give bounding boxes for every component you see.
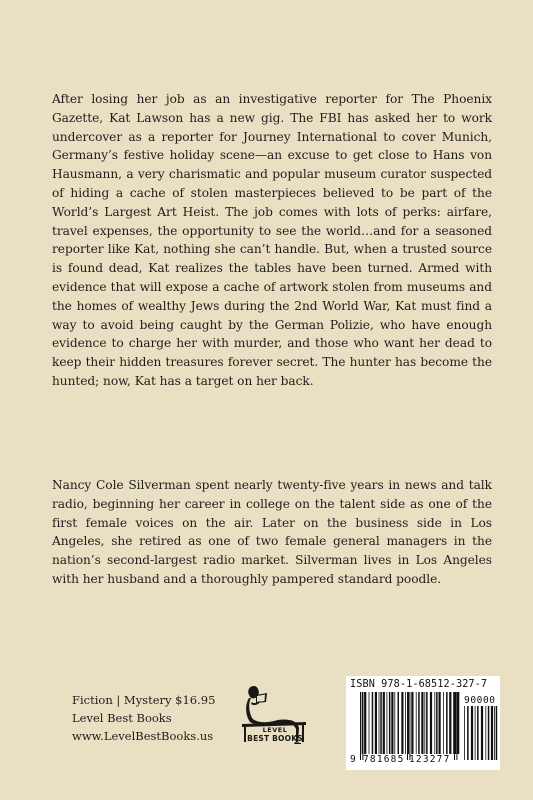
barcode-bar (443, 692, 444, 754)
barcode-bar (475, 706, 476, 760)
barcode-bar (383, 692, 385, 754)
barcode-bar (398, 692, 400, 754)
logo-text-level: LEVEL (262, 726, 288, 734)
barcode-bar (457, 692, 459, 754)
barcode-bar (401, 692, 403, 754)
publisher-logo (236, 682, 314, 750)
barcode-bar (394, 692, 395, 754)
barcode-bar (387, 692, 388, 754)
barcode-bar (372, 692, 374, 754)
barcode-bar (485, 706, 486, 760)
barcode-bar (364, 692, 366, 754)
barcode-bar (424, 692, 425, 754)
genre-price: Fiction | Mystery $16.95 (72, 693, 216, 707)
publisher-name: Level Best Books (72, 711, 172, 725)
book-description: After losing her job as an investigative reporter for The Phoenix Gazette, Kat Lawson has a new gig. The FBI has asked her to work undercover as a reporter for Journey International to cover Munich, Germany’s festive holiday scene—an excuse to get close to Hans von Hausmann, a very charismatic and popular museum curator suspected of hiding a cache of stolen masterpieces believed to be part of the World’s Largest Art Heist. The job comes with lots of perks: airfare, travel expenses, the opportunity to see the world…and for a seasoned reporter like Kat, nothing she can’t handle. But, when a trusted source is found dead, Kat realizes the tables have been turned. Armed with evidence that will expose a cache of artwork stolen from museums and the homes of wealthy Jews during the 2nd World War, Kat must find a way to avoid being caught by the German Polizie, who have enough evidence to charge her with murder, and those who want her dead to keep their hidden treasures forever secret. The hunter has become the hunted; now, Kat has a target on her back. (52, 92, 492, 388)
barcode-bar (380, 692, 382, 754)
barcode-bar (434, 692, 435, 754)
barcode-bar (467, 706, 469, 760)
barcode-bar (421, 692, 423, 754)
barcode-bar (391, 692, 393, 754)
barcode-digits-right: 123277 (409, 754, 451, 765)
barcode-bar (389, 692, 391, 754)
author-bio: Nancy Cole Silverman spent nearly twenty-five years in news and talk radio, beginning her career in college on the talent side as one of the first female voices on the air. Later on the business side in Los Angeles, she retired as one of two female general managers in the nation’s second-largest radio market. Silverman lives in Los Angeles with her husband and a thoroughly pampered standard poodle. (52, 478, 492, 586)
barcode-price-code: 90000 (464, 695, 496, 706)
publisher-website: www.LevelBestBooks.us (72, 729, 214, 743)
barcode-guard-bar (360, 692, 361, 760)
isbn-barcode (346, 676, 500, 770)
barcode-bar (426, 692, 428, 754)
barcode-bar (491, 706, 493, 760)
barcode-bar (446, 692, 448, 754)
barcode-bar (405, 692, 406, 754)
barcode-bar (430, 692, 432, 754)
barcode-bar (416, 692, 417, 754)
barcode-bar (494, 706, 495, 760)
barcode-bar (496, 706, 498, 760)
barcode-digit-first: 9 (350, 754, 356, 765)
barcode-guard-bar (409, 692, 410, 760)
isbn-label: ISBN 978-1-68512-327-7 (350, 679, 488, 690)
barcode-guard-bar (454, 692, 455, 760)
barcode-bar (449, 692, 451, 754)
barcode-bar (418, 692, 420, 754)
barcode-bar (369, 692, 370, 754)
barcode-bar (453, 692, 454, 754)
barcode-bar (375, 692, 377, 754)
barcode-digits-left: 781685 (363, 754, 405, 765)
logo-text-best-books: BEST BOOKS (247, 734, 303, 743)
barcode-guard-bar (456, 692, 457, 760)
barcode-bar (379, 692, 380, 754)
barcode-bar (488, 706, 490, 760)
barcode-bar (436, 692, 438, 754)
book-meta (72, 691, 215, 745)
barcode-guard-bar (362, 692, 363, 760)
barcode-bar (411, 692, 413, 754)
barcode-bar (471, 706, 473, 760)
barcode-bar (464, 706, 465, 760)
barcode-bar (481, 706, 483, 760)
barcode-bar (439, 692, 441, 754)
barcode-bar (477, 706, 479, 760)
barcode-guard-bar (407, 692, 408, 760)
